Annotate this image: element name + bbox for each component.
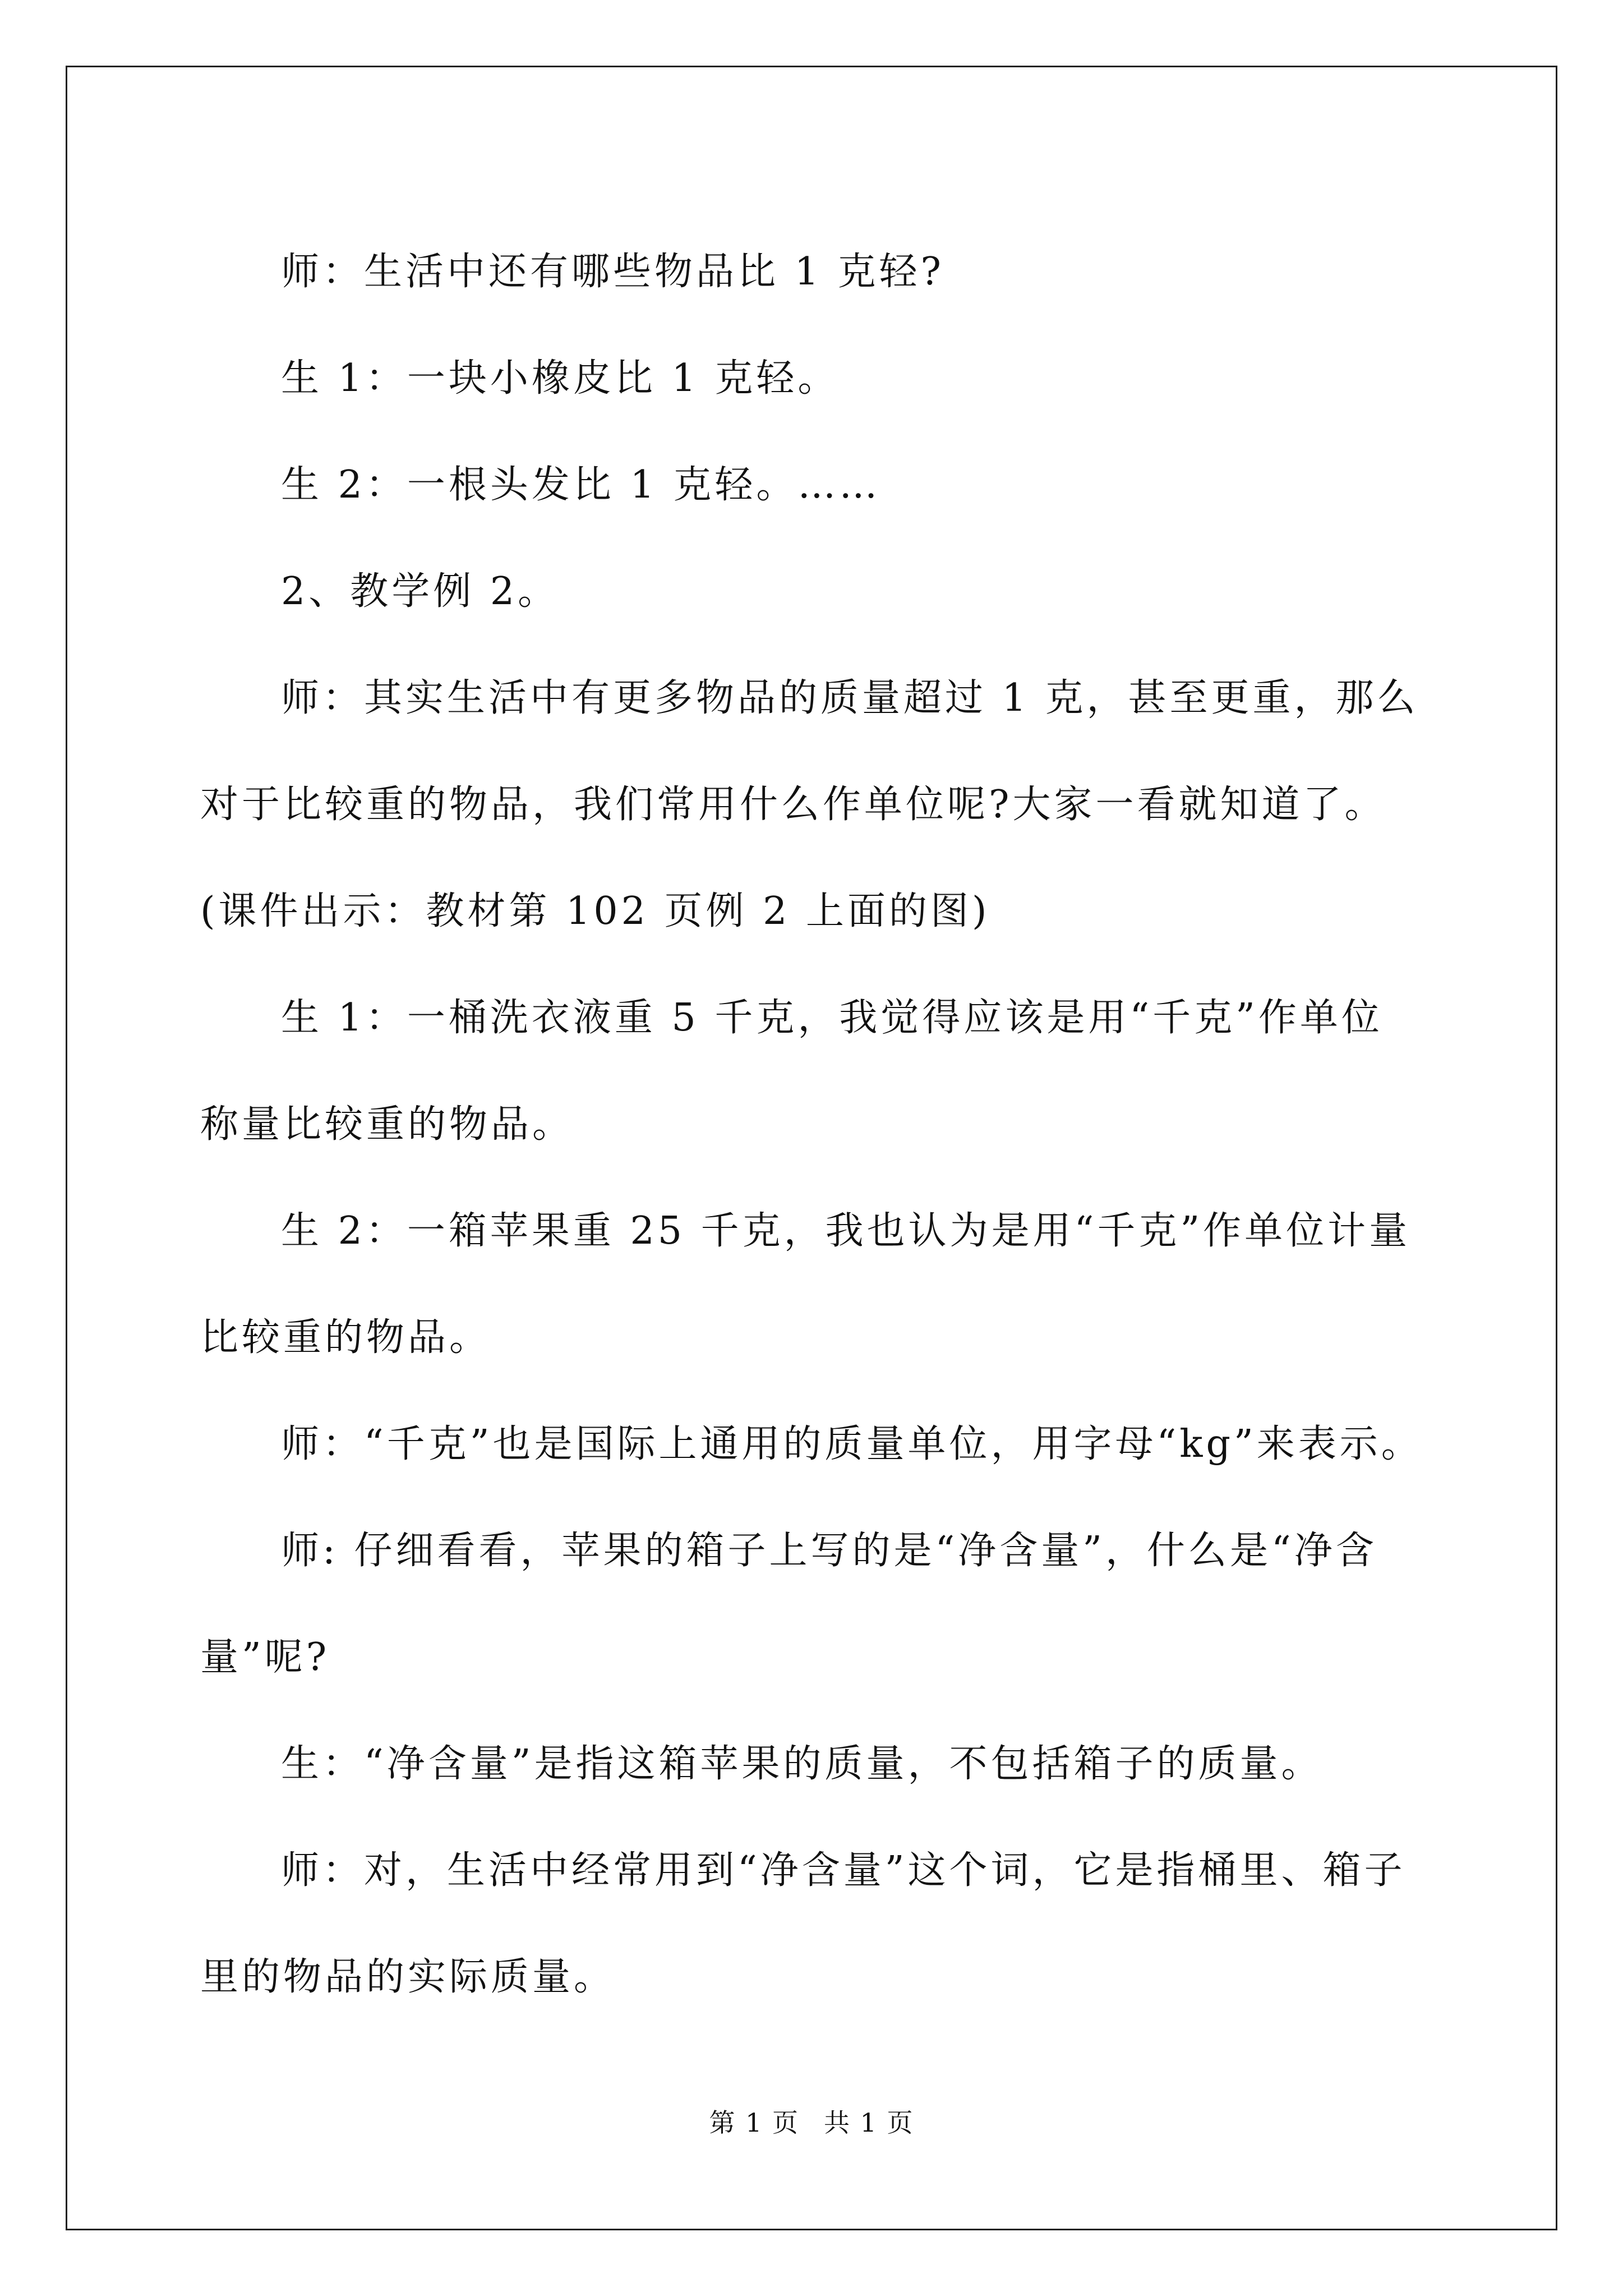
paragraph: 生 2：一根头发比 1 克轻。……: [281, 463, 881, 507]
document-body: [200, 219, 1423, 2031]
paragraph: 师：其实生活中有更多物品的质量超过 1 克，甚至更重，那么对于比较重的物品，我们常用什么作单位呢?大家一看就知道了。(课件出示：教材第 102 页例 2 上面的图): [200, 676, 1419, 933]
page-footer: [0, 2102, 1623, 2139]
paragraph: 师：生活中还有哪些物品比 1 克轻?: [281, 250, 944, 294]
paragraph: 生 1：一桶洗衣液重 5 千克，我觉得应该是用“千克”作单位称量比较重的物品。: [200, 996, 1383, 1147]
page-number-total: 共 1 页: [824, 2108, 914, 2138]
paragraph: 2、教学例 2。: [281, 569, 560, 614]
page-number-current: 第 1 页: [709, 2108, 799, 2138]
paragraph: 生 1：一块小橡皮比 1 克轻。: [281, 356, 840, 401]
paragraph: 生 2：一箱苹果重 25 千克，我也认为是用“千克”作单位计量比较重的物品。: [200, 1209, 1411, 1360]
paragraph: 师：“千克”也是国际上通用的质量单位，用字母“kg”来表示。: [281, 1422, 1423, 1466]
paragraph: 师：对，生活中经常用到“净含量”这个词，它是指桶里、箱子里的物品的实际质量。: [200, 1848, 1406, 1999]
paragraph: 生：“净含量”是指这箱苹果的质量，不包括箱子的质量。: [281, 1742, 1323, 1786]
paragraph: 师: 仔细看看，苹果的箱子上写的是“净含量”，什么是“净含量”呢?: [200, 1529, 1377, 1680]
